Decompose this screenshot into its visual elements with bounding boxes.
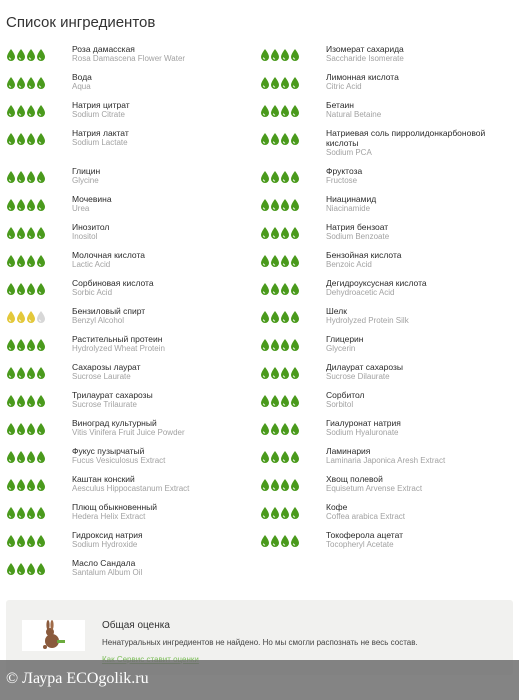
ingredient-item[interactable]: [6, 474, 252, 494]
ingredient-text: [72, 72, 252, 92]
ingredient-name: Натриевая соль пирролидонкарбоновой кислоты: [326, 128, 486, 148]
rating-drops-icon: [260, 394, 302, 408]
ingredient-item[interactable]: [260, 222, 515, 242]
ingredient-name: Масло Сандала: [72, 558, 136, 568]
ingredient-item[interactable]: [260, 502, 515, 522]
ingredient-inci: Inositol: [72, 232, 98, 241]
ingredient-text: [72, 530, 252, 550]
ingredient-name: Сахарозы лаурат: [72, 362, 141, 372]
rating-drops-icon: [260, 254, 302, 268]
rating-drops-icon: [6, 562, 48, 576]
ingredient-name: Роза дамасская: [72, 44, 135, 54]
rating-drops-icon: [6, 506, 48, 520]
ingredient-item[interactable]: [6, 194, 252, 214]
ingredient-inci: Aqua: [72, 82, 91, 91]
ingredient-item[interactable]: [260, 44, 515, 64]
rating-drops-icon: [260, 170, 302, 184]
ingredient-inci: Benzyl Alcohol: [72, 316, 125, 325]
ingredient-item[interactable]: [260, 100, 515, 120]
ingredient-inci: Sodium PCA: [326, 148, 372, 157]
ingredient-name: Дегидроуксусная кислота: [326, 278, 427, 288]
ingredient-name: Бензиловый спирт: [72, 306, 146, 316]
rating-drops-icon: [260, 104, 302, 118]
ingredient-name: Сорбитол: [326, 390, 365, 400]
rating-drops-icon: [6, 226, 48, 240]
rating-drops-icon: [6, 48, 48, 62]
ingredient-text: [72, 194, 252, 214]
ingredient-inci: Sucrose Dilaurate: [326, 372, 390, 381]
summary-text: Ненатуральных ингредиентов не найдено. Но мы смогли распознать не весь состав.: [102, 638, 418, 647]
ingredient-item[interactable]: [6, 128, 252, 148]
ingredient-name: Ламинария: [326, 446, 371, 456]
ingredient-item[interactable]: [260, 128, 515, 158]
ingredient-item[interactable]: [260, 166, 515, 186]
ingredient-name: Глицин: [72, 166, 101, 176]
ingredient-name: Токоферола ацетат: [326, 530, 404, 540]
rating-drops-icon: [6, 76, 48, 90]
ingredient-inci: Fucus Vesiculosus Extract: [72, 456, 166, 465]
ingredient-inci: Laminaria Japonica Aresh Extract: [326, 456, 446, 465]
ingredient-item[interactable]: [260, 474, 515, 494]
ingredient-text: [72, 128, 252, 148]
ingredient-item[interactable]: [260, 530, 515, 550]
ingredient-item[interactable]: [6, 390, 252, 410]
ingredient-item[interactable]: [260, 194, 515, 214]
ingredient-name: Виноград культурный: [72, 418, 157, 428]
ingredient-name: Мочевина: [72, 194, 112, 204]
rating-drops-icon: [6, 338, 48, 352]
ingredient-text: [326, 362, 515, 382]
ingredient-text: [326, 446, 515, 466]
ingredient-item[interactable]: [260, 278, 515, 298]
rating-drops-icon: [260, 478, 302, 492]
rating-drops-icon: [6, 422, 48, 436]
ingredient-text: [326, 72, 515, 92]
ingredient-inci: Sodium Hydroxide: [72, 540, 138, 549]
ingredient-item[interactable]: [6, 334, 252, 354]
rating-drops-icon: [6, 254, 48, 268]
ingredient-text: [326, 390, 515, 410]
ingredient-inci: Sorbitol: [326, 400, 354, 409]
ingredient-name: Дилаурат сахарозы: [326, 362, 403, 372]
ingredient-text: [326, 278, 515, 298]
ingredient-name: Натрия бензоат: [326, 222, 389, 232]
ingredient-item[interactable]: [6, 250, 252, 270]
ingredient-inci: Sodium Hyaluronate: [326, 428, 399, 437]
ingredient-text: [72, 558, 252, 578]
ingredient-item[interactable]: [260, 390, 515, 410]
ingredient-text: [326, 194, 515, 214]
ingredient-name: Инозитол: [72, 222, 110, 232]
ingredient-text: [72, 278, 252, 298]
ingredient-name: Плющ обыкновенный: [72, 502, 158, 512]
ingredient-name: Вода: [72, 72, 92, 82]
rating-drops-icon: [260, 534, 302, 548]
ingredient-item[interactable]: [6, 166, 252, 186]
ingredient-item[interactable]: [6, 446, 252, 466]
ingredient-item[interactable]: [6, 306, 252, 326]
ingredient-inci: Citric Acid: [326, 82, 362, 91]
rating-drops-icon: [260, 132, 302, 146]
ingredient-inci: Sorbic Acid: [72, 288, 113, 297]
ingredient-inci: Rosa Damascena Flower Water: [72, 54, 186, 63]
ingredient-inci: Equisetum Arvense Extract: [326, 484, 423, 493]
ingredient-name: Бензойная кислота: [326, 250, 402, 260]
ingredient-text: [326, 100, 515, 120]
ingredient-name: Молочная кислота: [72, 250, 145, 260]
ingredient-text: [72, 474, 252, 494]
ingredient-name: Глицерин: [326, 334, 364, 344]
ingredient-text: [326, 474, 515, 494]
ingredient-inci: Hydrolyzed Wheat Protein: [72, 344, 165, 353]
ingredient-inci: Lactic Acid: [72, 260, 111, 269]
ingredient-name: Лимонная кислота: [326, 72, 399, 82]
ingredient-inci: Dehydroacetic Acid: [326, 288, 395, 297]
ingredient-name: Трилаурат сахарозы: [72, 390, 153, 400]
ingredient-name: Каштан конский: [72, 474, 135, 484]
ingredient-text: [72, 362, 252, 382]
ingredient-item[interactable]: [6, 530, 252, 550]
ingredient-item[interactable]: [6, 278, 252, 298]
ingredient-name: Фруктоза: [326, 166, 363, 176]
rating-drops-icon: [6, 132, 48, 146]
rating-drops-icon: [6, 170, 48, 184]
ingredient-item[interactable]: [260, 362, 515, 382]
ingredient-item[interactable]: [260, 446, 515, 466]
ingredient-item[interactable]: [260, 72, 515, 92]
ingredient-text: [326, 250, 515, 270]
rating-drops-icon: [260, 226, 302, 240]
ingredient-name: Фукус пузырчатый: [72, 446, 145, 456]
ingredient-name: Натрия лактат: [72, 128, 129, 138]
ingredient-inci: Saccharide Isomerate: [326, 54, 404, 63]
ingredient-inci: Sodium Benzoate: [326, 232, 390, 241]
ingredient-text: [326, 222, 515, 242]
ingredient-item[interactable]: [6, 100, 252, 120]
rating-drops-icon: [6, 310, 48, 324]
rating-drops-icon: [260, 310, 302, 324]
ingredient-inci: Coffea arabica Extract: [326, 512, 406, 521]
ingredient-text: [72, 502, 252, 522]
ingredient-inci: Glycine: [72, 176, 99, 185]
ingredient-text: [72, 166, 252, 186]
ingredient-inci: Fructose: [326, 176, 358, 185]
rating-drops-icon: [260, 48, 302, 62]
ingredient-name: Хвощ полевой: [326, 474, 383, 484]
ingredient-text: [72, 44, 252, 64]
ingredient-item[interactable]: [6, 558, 252, 578]
ingredient-item[interactable]: [260, 306, 515, 326]
ingredient-inci: Benzoic Acid: [326, 260, 372, 269]
ingredient-text: [72, 100, 252, 120]
rating-drops-icon: [260, 450, 302, 464]
ingredient-name: Сорбиновая кислота: [72, 278, 154, 288]
ingredient-inci: Glycerin: [326, 344, 356, 353]
rating-drops-icon: [260, 366, 302, 380]
ingredient-name: Гиалуронат натрия: [326, 418, 401, 428]
ingredient-item[interactable]: [6, 72, 252, 92]
ingredient-inci: Natural Betaine: [326, 110, 382, 119]
ingredient-text: [72, 222, 252, 242]
rabbit-logo-icon: [22, 620, 85, 651]
page-title: Список ингредиентов: [6, 14, 156, 31]
ingredient-item[interactable]: [260, 418, 515, 438]
watermark-text: © Лаура ECOgolik.ru: [6, 670, 149, 687]
ingredient-inci: Hedera Helix Extract: [72, 512, 146, 521]
ingredient-inci: Sodium Citrate: [72, 110, 125, 119]
ingredient-text: [72, 390, 252, 410]
ingredient-inci: Sucrose Laurate: [72, 372, 131, 381]
rating-drops-icon: [6, 534, 48, 548]
ingredient-text: [326, 128, 515, 158]
ingredient-inci: Niacinamide: [326, 204, 371, 213]
rating-drops-icon: [260, 198, 302, 212]
ingredient-item[interactable]: [6, 502, 252, 522]
rating-drops-icon: [6, 394, 48, 408]
ingredient-name: Ниацинамид: [326, 194, 377, 204]
ingredient-name: Гидроксид натрия: [72, 530, 143, 540]
ingredient-text: [326, 530, 515, 550]
ingredient-text: [72, 334, 252, 354]
rating-drops-icon: [6, 104, 48, 118]
watermark-bar: [0, 660, 519, 700]
rating-drops-icon: [6, 366, 48, 380]
ingredient-item[interactable]: [260, 250, 515, 270]
ingredient-inci: Santalum Album Oil: [72, 568, 143, 577]
ingredient-text: [72, 306, 252, 326]
ingredient-text: [326, 306, 515, 326]
ingredient-text: [72, 250, 252, 270]
ingredient-text: [326, 44, 515, 64]
ingredient-text: [326, 418, 515, 438]
rating-drops-icon: [6, 478, 48, 492]
ingredient-item[interactable]: [6, 222, 252, 242]
ingredient-name: Бетаин: [326, 100, 354, 110]
ingredient-item[interactable]: [6, 44, 252, 64]
ingredient-name: Шелк: [326, 306, 347, 316]
ingredient-inci: Sodium Lactate: [72, 138, 128, 147]
ingredient-inci: Sucrose Trilaurate: [72, 400, 137, 409]
rating-drops-icon: [6, 282, 48, 296]
rating-drops-icon: [260, 338, 302, 352]
rating-drops-icon: [6, 198, 48, 212]
rating-drops-icon: [6, 450, 48, 464]
ingredient-item[interactable]: [260, 334, 515, 354]
rating-drops-icon: [260, 282, 302, 296]
ingredient-text: [326, 166, 515, 186]
ingredient-item[interactable]: [6, 362, 252, 382]
ingredient-name: Изомерат сахарида: [326, 44, 404, 54]
ingredient-text: [326, 502, 515, 522]
ingredient-inci: Tocopheryl Acetate: [326, 540, 394, 549]
ingredient-text: [72, 446, 252, 466]
ingredient-inci: Aesculus Hippocastanum Extract: [72, 484, 190, 493]
ingredient-name: Растительный протеин: [72, 334, 163, 344]
ingredient-name: Кофе: [326, 502, 348, 512]
rating-drops-icon: [260, 422, 302, 436]
ingredient-inci: Hydrolyzed Protein Silk: [326, 316, 409, 325]
ingredient-text: [72, 418, 252, 438]
summary-title: Общая оценка: [102, 620, 170, 631]
rating-drops-icon: [260, 506, 302, 520]
ingredient-item[interactable]: [6, 418, 252, 438]
ingredient-inci: Vitis Vinifera Fruit Juice Powder: [72, 428, 185, 437]
ingredient-text: [326, 334, 515, 354]
ingredient-name: Натрия цитрат: [72, 100, 130, 110]
ingredient-inci: Urea: [72, 204, 90, 213]
rating-drops-icon: [260, 76, 302, 90]
